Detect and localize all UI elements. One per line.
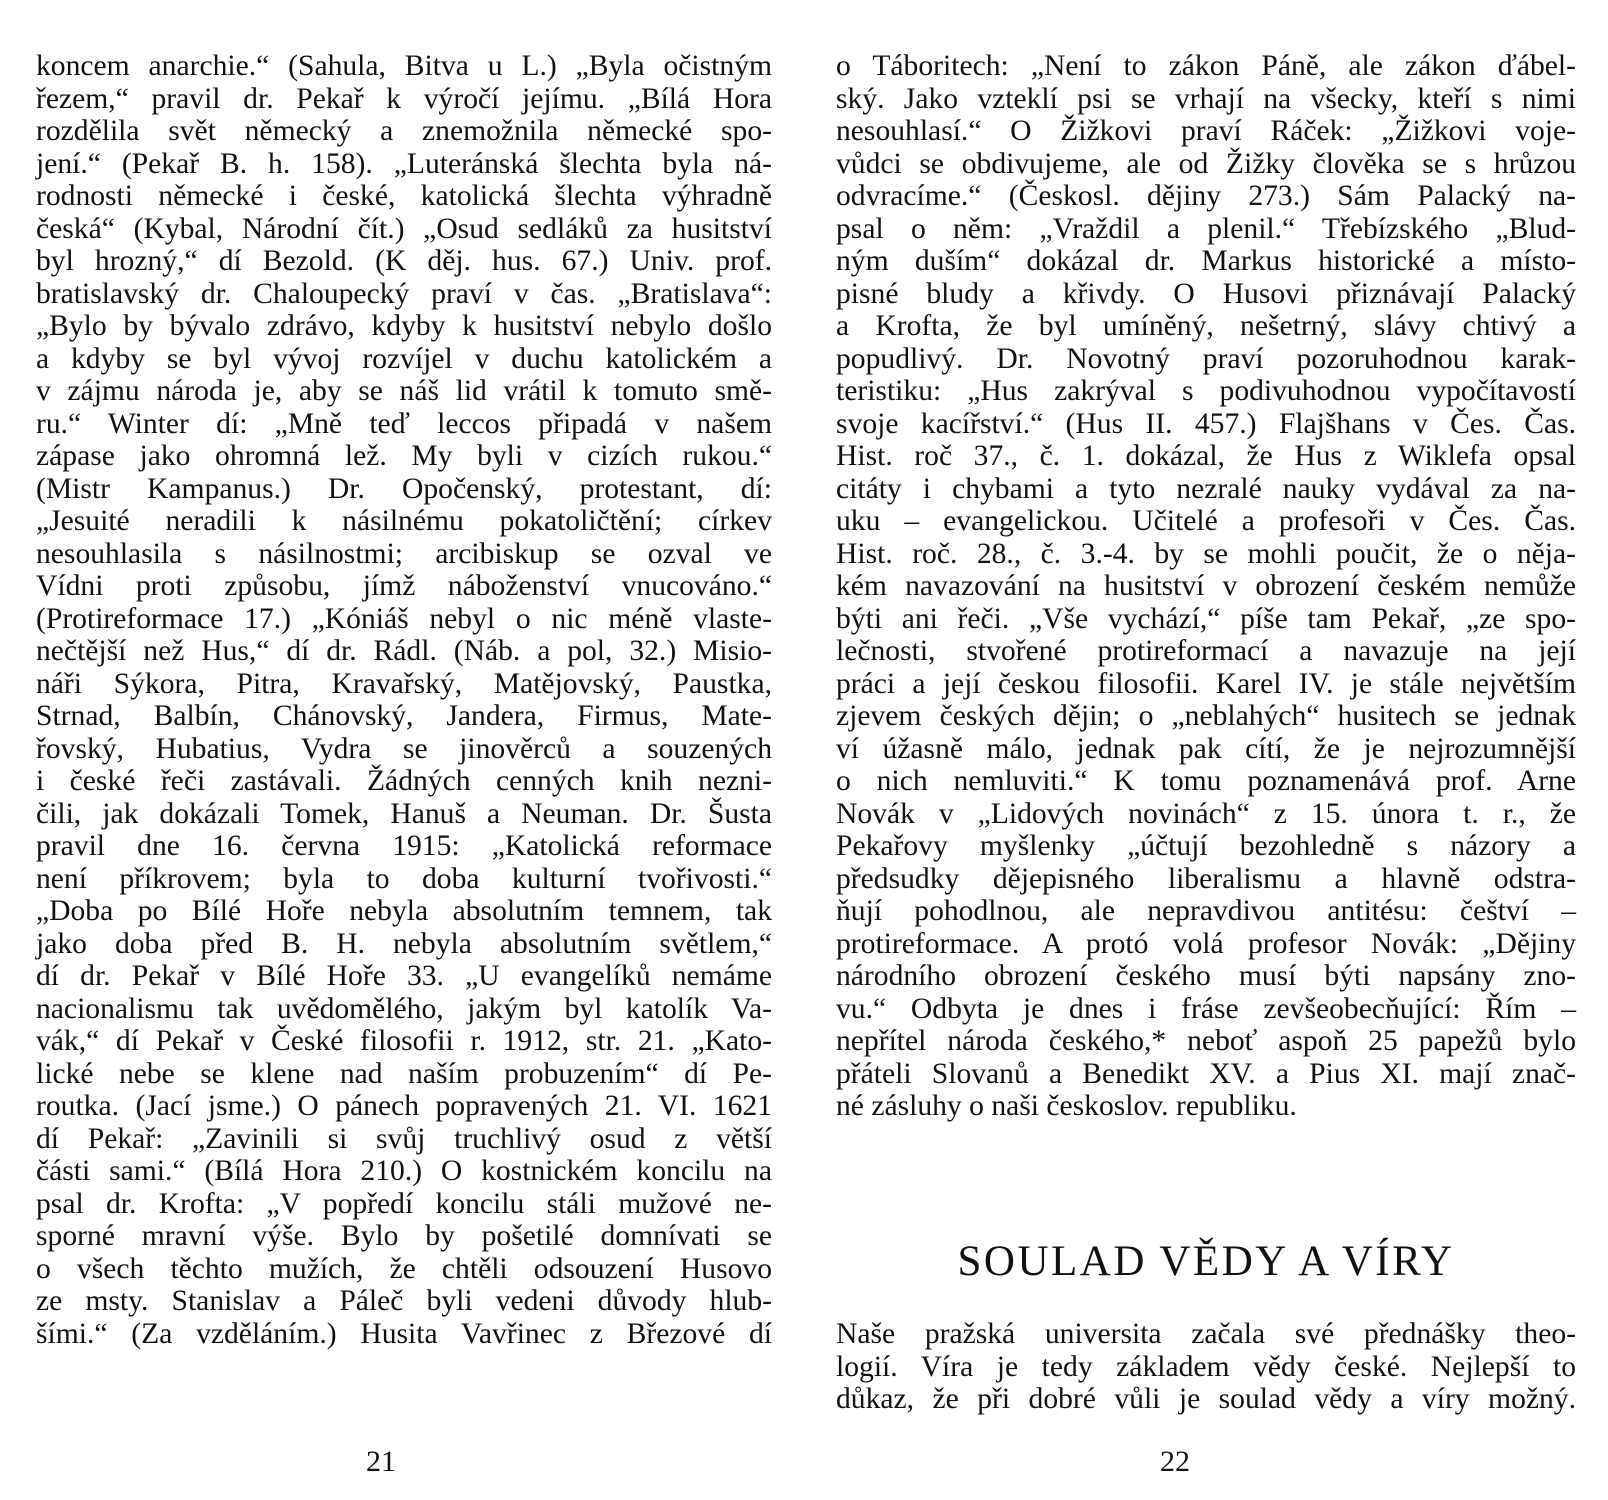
- text-line: „Bylo by bývalo zdrávo, kdyby k husitství nebylo došlo: [36, 310, 772, 342]
- text-line: a kdyby se byl vývoj rozvíjel v duchu katolickém a: [36, 342, 772, 375]
- text-line: řezem,“ pravil dr. Pekař k výročí jejímu. „Bílá Hora: [36, 82, 772, 115]
- text-line: Hist. roč 37., č. 1. dokázal, že Hus z Wiklefa opsal: [836, 440, 1576, 472]
- text-line: čili, jak dokázali Tomek, Hanuš a Neuman. Dr. Šusta: [36, 797, 772, 830]
- text-line: teristiku: „Hus zakrýval s podivuhodnou vypočítavostí: [836, 375, 1576, 407]
- text-line: předsudky dějepisného liberalismu a hlavně odstra-: [836, 862, 1576, 895]
- text-line: popudlivý. Dr. Novotný praví pozoruhodnou karak-: [836, 342, 1576, 375]
- text-line: zjevem českých dějin; o „neblahých“ husitech se jednak: [836, 700, 1576, 732]
- text-line: o nich nemluviti.“ K tomu poznamenává prof. Arne: [836, 765, 1576, 797]
- text-line: nesouhlasí.“ O Žižkovi praví Ráček: „Žižkovi voje-: [836, 115, 1576, 147]
- text-line: vůdci se obdivujeme, ale od Žižky člověka se s hrůzou: [836, 147, 1576, 180]
- text-line: Pekařovy myšlenky „účtují bezohledně s názory a: [836, 830, 1576, 862]
- text-line: i české řeči zastávali. Žádných cenných knih nezni-: [36, 765, 772, 797]
- text-line: „Doba po Bílé Hoře nebyla absolutním temnem, tak: [36, 895, 772, 927]
- text-line: šími.“ (Za vzděláním.) Husita Vavřinec z Březové dí: [36, 1317, 772, 1350]
- text-line: rozdělila svět německý a znemožnila německé spo-: [36, 115, 772, 147]
- text-line: jako doba před B. H. nebyla absolutním světlem,“: [36, 927, 772, 960]
- text-line: vu.“ Odbyta je dnes i fráse zevšeobecňující: Řím –: [836, 992, 1576, 1025]
- text-line: citáty i chybami a tyto nezralé nauky vydával za na-: [836, 472, 1576, 505]
- text-line: (Protireformace 17.) „Kóniáš nebyl o nic méně vlaste-: [36, 602, 772, 635]
- left-page-body-text: [36, 50, 772, 1350]
- text-line: ným duším“ dokázal dr. Markus historické a místo-: [836, 245, 1576, 277]
- text-line: nesouhlasila s násilnostmi; arcibiskup se ozval ve: [36, 537, 772, 570]
- text-line: uku – evangelickou. Učitelé a profesoři v Čes. Čas.: [836, 505, 1576, 537]
- text-line: národního obrození českého musí býti napsány zno-: [836, 960, 1576, 992]
- text-line: o Táboritech: „Není to zákon Páně, ale zákon ďábel-: [836, 50, 1576, 82]
- text-line: lické nebe se klene nad naším probuzením“ dí Pe-: [36, 1057, 772, 1090]
- text-line: odvracíme.“ (Českosl. dějiny 273.) Sám Palacký na-: [836, 180, 1576, 212]
- section-body-text: [836, 1318, 1576, 1416]
- text-line: psal o něm: „Vraždil a plenil.“ Třebízského „Blud-: [836, 212, 1576, 245]
- text-line: česká“ (Kybal, Národní čít.) „Osud sedláků za husitství: [36, 212, 772, 245]
- text-line: „Jesuité neradili k násilnému pokatoličtění; církev: [36, 505, 772, 537]
- text-line: Hist. roč. 28., č. 3.-4. by se mohli poučit, že o něja-: [836, 537, 1576, 570]
- text-line: nečtější než Hus,“ dí dr. Rádl. (Náb. a pol, 32.) Misio-: [36, 635, 772, 667]
- text-line: lečnosti, stvořené protireformací a navazuje na její: [836, 635, 1576, 667]
- text-line: ňují pohodlnou, ale nepravdivou antitésu: češtví –: [836, 895, 1576, 927]
- text-line: sporné mravní výše. Bylo by pošetilé domnívati se: [36, 1220, 772, 1252]
- text-line: dí dr. Pekař v Bílé Hoře 33. „U evangelíků nemáme: [36, 960, 772, 992]
- left-page-number: 21: [366, 1445, 396, 1478]
- text-line: byl hrozný,“ dí Bezold. (K děj. hus. 67.) Univ. prof.: [36, 245, 772, 277]
- text-line: důkaz, že při dobré vůli je soulad vědy a víry možný.: [836, 1383, 1576, 1415]
- text-line: nacionalismu tak uvědomělého, jakým byl katolík Va-: [36, 992, 772, 1025]
- text-line: jení.“ (Pekař B. h. 158). „Luteránská šlechta byla ná-: [36, 147, 772, 180]
- text-line: o všech těchto mužích, že chtěli odsouzení Husovo: [36, 1252, 772, 1285]
- text-line: svoje kacířství.“ (Hus II. 457.) Flajšhans v Čes. Čas.: [836, 407, 1576, 440]
- text-line: Vídni proti způsobu, jímž náboženství vnucováno.“: [36, 570, 772, 602]
- right-page: [804, 0, 1608, 1500]
- text-line: kém navazování na husitství v obrození českém nemůže: [836, 570, 1576, 602]
- text-line: není příkrovem; byla to doba kulturní tvořivosti.“: [36, 862, 772, 895]
- text-line: Naše pražská universita začala své přednášky theo-: [836, 1318, 1576, 1350]
- text-line: nepřítel národa českého,* neboť aspoň 25 papežů bylo: [836, 1025, 1576, 1057]
- text-line: Strnad, Balbín, Chánovský, Jandera, Firmus, Mate-: [36, 700, 772, 732]
- text-line: řovský, Hubatius, Vydra se jinověrců a souzených: [36, 732, 772, 765]
- text-line: Novák v „Lidových novinách“ z 15. února t. r., že: [836, 797, 1576, 830]
- text-line: bratislavský dr. Chaloupecký praví v čas. „Bratislava“:: [36, 277, 772, 310]
- text-line: psal dr. Krofta: „V popředí koncilu stáli mužové ne-: [36, 1187, 772, 1220]
- text-line: přáteli Slovanů a Benedikt XV. a Pius XI. mají znač-: [836, 1057, 1576, 1090]
- text-line: ský. Jako vzteklí psi se vrhají na všecky, kteří s nimi: [836, 82, 1576, 115]
- text-line: vák,“ dí Pekař v České filosofii r. 1912, str. 21. „Kato-: [36, 1025, 772, 1057]
- text-line: ví úžasně málo, jednak pak cítí, že je nejrozumnější: [836, 732, 1576, 765]
- text-line: býti ani řeči. „Vše vychází,“ píše tam Pekař, „ze spo-: [836, 602, 1576, 635]
- text-line: pisné bludy a křivdy. O Husovi přiznávají Palacký: [836, 277, 1576, 310]
- text-line: zápase jako ohromná lež. My byli v cizích rukou.“: [36, 440, 772, 472]
- text-line: ru.“ Winter dí: „Mně teď leccos připadá v našem: [36, 407, 772, 440]
- text-line: né zásluhy o naši českoslov. republiku.: [836, 1090, 1297, 1122]
- text-line: v zájmu národa je, aby se náš lid vrátil k tomuto smě-: [36, 375, 772, 407]
- text-line: (Mistr Kampanus.) Dr. Opočenský, protestant, dí:: [36, 472, 772, 505]
- text-line: práci a její českou filosofii. Karel IV. je stále největším: [836, 667, 1576, 700]
- text-line: ze msty. Stanislav a Páleč byli vedeni důvody hlub-: [36, 1285, 772, 1317]
- text-line: protireformace. A protó volá profesor Novák: „Dějiny: [836, 927, 1576, 960]
- text-line: routka. (Jací jsme.) O pánech popravených 21. VI. 1621: [36, 1090, 772, 1122]
- text-line: koncem anarchie.“ (Sahula, Bitva u L.) „Byla očistným: [36, 50, 772, 82]
- right-page-number: 22: [1160, 1445, 1190, 1478]
- text-line: náři Sýkora, Pitra, Kravařský, Matějovský, Paustka,: [36, 667, 772, 700]
- right-page-body-text: [836, 50, 1576, 1123]
- text-line: pravil dne 16. června 1915: „Katolická reformace: [36, 830, 772, 862]
- text-line: rodnosti německé i české, katolická šlechta výhradně: [36, 180, 772, 212]
- text-line: části sami.“ (Bílá Hora 210.) O kostnickém koncilu na: [36, 1155, 772, 1187]
- text-line: a Krofta, že byl umíněný, nešetrný, slávy chtivý a: [836, 310, 1576, 342]
- section-heading: SOULAD VĚDY A VÍRY: [957, 1238, 1455, 1285]
- text-line: dí Pekař: „Zavinili si svůj truchlivý osud z větší: [36, 1122, 772, 1155]
- text-line: logií. Víra je tedy základem vědy české. Nejlepší to: [836, 1350, 1576, 1383]
